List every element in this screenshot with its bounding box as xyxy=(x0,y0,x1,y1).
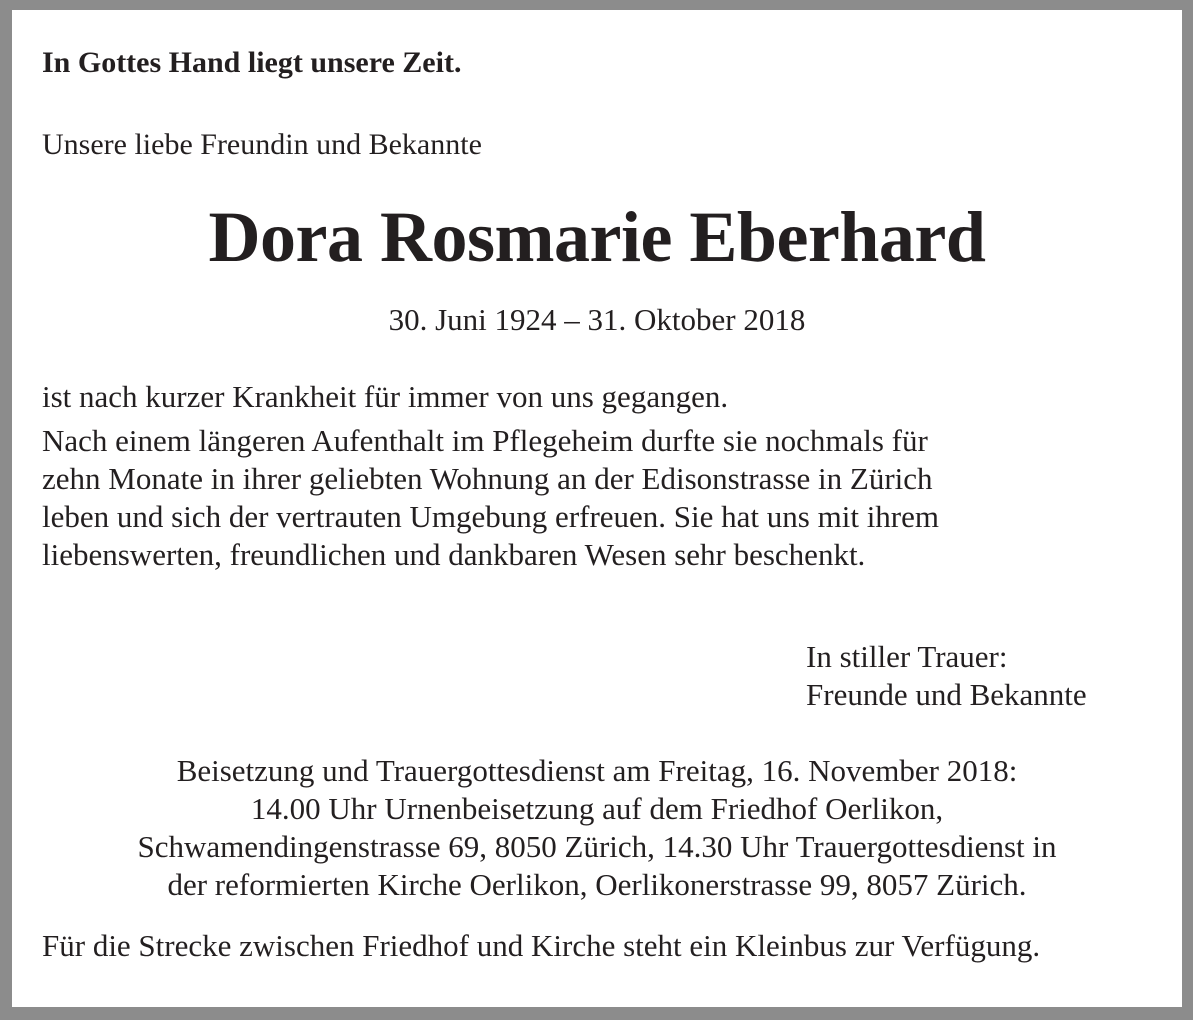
motto-heading: In Gottes Hand liegt unsere Zeit. xyxy=(42,46,462,79)
intro-text: Unsere liebe Freundin und Bekannte xyxy=(42,128,482,161)
obituary-notice xyxy=(12,10,1182,1007)
service-line: der reformierten Kirche Oerlikon, Oerlikonerstrasse 99, 8057 Zürich. xyxy=(167,867,1027,902)
signature-line: In stiller Trauer: xyxy=(806,639,1008,674)
service-line: Schwamendingenstrasse 69, 8050 Zürich, 14.30 Uhr Trauergottesdienst in xyxy=(137,829,1057,864)
service-line: Beisetzung und Trauergottesdienst am Freitag, 16. November 2018: xyxy=(176,753,1018,788)
life-dates: 30. Juni 1924 – 31. Oktober 2018 xyxy=(388,302,806,337)
service-details xyxy=(12,752,1182,904)
mourners-signature xyxy=(806,638,1087,714)
service-line: 14.00 Uhr Urnenbeisetzung auf dem Friedhof Oerlikon, xyxy=(250,791,944,826)
deceased-name: Dora Rosmarie Eberhard xyxy=(208,197,986,277)
body-line: zehn Monate in ihrer geliebten Wohnung an der Edisonstrasse in Zürich xyxy=(42,461,933,496)
body-line: Nach einem längeren Aufenthalt im Pflegeheim durfte sie nochmals für xyxy=(42,423,928,458)
body-line: ist nach kurzer Krankheit für immer von uns gegangen. xyxy=(42,379,729,414)
body-line: liebenswerten, freundlichen und dankbaren Wesen sehr beschenkt. xyxy=(42,537,866,572)
body-line: leben und sich der vertrauten Umgebung erfreuen. Sie hat uns mit ihrem xyxy=(42,499,940,534)
obituary-body xyxy=(42,378,939,574)
signature-line: Freunde und Bekannte xyxy=(806,677,1087,712)
transport-note: Für die Strecke zwischen Friedhof und Kirche steht ein Kleinbus zur Verfügung. xyxy=(42,928,1041,963)
